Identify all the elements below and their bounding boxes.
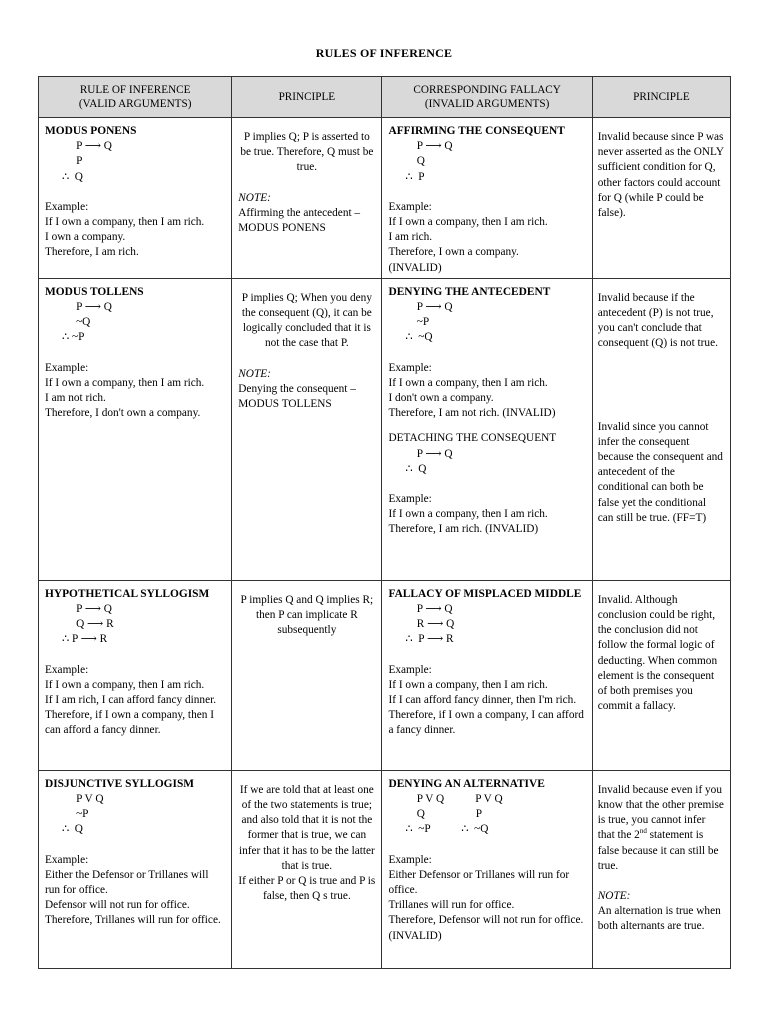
fallacy-example: Example: If I own a company, then I am rich. I don't own a company. Therefore, I am not rich. (INVALID) bbox=[388, 361, 556, 420]
fallacy-principle-text: Invalid. Although conclusion could be right, the conclusion did not follow the formal logic of deducting. When common element is the consequent of both premises you commit a fallacy. bbox=[597, 593, 718, 713]
principle-cell bbox=[232, 580, 382, 770]
rule-name: HYPOTHETICAL SYLLOGISM bbox=[45, 587, 210, 600]
fallacy-name: DENYING AN ALTERNATIVE bbox=[388, 777, 545, 790]
header-rule: RULE OF INFERENCE (VALID ARGUMENTS) bbox=[39, 77, 232, 118]
fallacy-cell bbox=[382, 770, 592, 968]
rule-example: Example: If I own a company, then I am rich. I am not rich. Therefore, I don't own a company. bbox=[45, 361, 205, 420]
principle-cell bbox=[232, 118, 382, 279]
table-row bbox=[39, 580, 731, 770]
fallacy-principle-cell bbox=[592, 580, 730, 770]
rule-form: P V Q ~P ∴ Q bbox=[61, 793, 104, 836]
fallacy-form: P ⟶ Q ~P ∴ ~Q bbox=[405, 301, 453, 344]
fallacy-form: P V Q P V Q Q P ∴ ~P ∴ ~Q bbox=[405, 793, 503, 836]
fallacy-example: Example: If I own a company, then I am rich. If I can afford fancy dinner, then I'm rich. Therefore, if I own a company, I can afford a fancy dinner. bbox=[388, 663, 584, 737]
document-title: RULES OF INFERENCE bbox=[315, 46, 453, 60]
rules-table bbox=[38, 76, 731, 969]
rule-name: MODUS TOLLENS bbox=[45, 285, 144, 298]
note-text: An alternation is true when both alternants are true. bbox=[597, 905, 721, 933]
rule-example: Example: If I own a company, then I am rich. If I am rich, I can afford fancy dinner. Therefore, if I own a company, then I can afford a fancy dinner. bbox=[45, 663, 217, 737]
fallacy-form: P ⟶ Q R ⟶ Q ∴ P ⟶ R bbox=[405, 603, 455, 646]
fallacy-cell bbox=[382, 118, 592, 279]
rule-form: P ⟶ Q P ∴ Q bbox=[61, 140, 112, 183]
fallacy-principle-cell bbox=[592, 118, 730, 279]
principle-text: P implies Q; P is asserted to be true. Therefore, Q must be true. bbox=[240, 131, 374, 174]
fallacy2-name: DETACHING THE CONSEQUENT bbox=[388, 432, 557, 445]
rule-cell bbox=[39, 580, 232, 770]
fallacy-principle-text: Invalid because if the antecedent (P) is not true, you can't conclude that consequent (Q) is not true. bbox=[597, 291, 718, 350]
table-header-row bbox=[39, 77, 731, 118]
fallacy-example: Example: If I own a company, then I am rich. I am rich. Therefore, I own a company. (INVALID) bbox=[388, 200, 548, 274]
principle-text: P implies Q and Q implies R; then P can implicate R subsequently bbox=[240, 593, 374, 637]
fallacy-principle-text: Invalid because even if you know that the other premise is true, you cannot infer that the 2nd statement is false because it can still be true. bbox=[597, 783, 724, 872]
header-fallacy: CORRESPONDING FALLACY (INVALID ARGUMENTS) bbox=[382, 77, 592, 118]
header-principle: PRINCIPLE bbox=[232, 77, 382, 118]
header-fallacy-principle: PRINCIPLE bbox=[592, 77, 730, 118]
fallacy-form: P ⟶ Q Q ∴ P bbox=[405, 140, 453, 183]
fallacy-name: AFFIRMING THE CONSEQUENT bbox=[388, 125, 565, 137]
note-label: NOTE: bbox=[238, 367, 271, 380]
principle-cell bbox=[232, 278, 382, 580]
note-text: Affirming the antecedent – MODUS PONENS bbox=[238, 206, 361, 235]
fallacy-principle-text: Invalid because since P was never asserted as the ONLY sufficient condition for Q, other factors could account for Q (while P could be false). bbox=[597, 131, 724, 220]
fallacy-principle-cell bbox=[592, 770, 730, 968]
fallacy-name: FALLACY OF MISPLACED MIDDLE bbox=[388, 587, 582, 600]
fallacy-cell bbox=[382, 580, 592, 770]
rule-example: Example: Either the Defensor or Trillanes will run for office. Defensor will not run for office. Therefore, Trillanes will run for office. bbox=[45, 853, 221, 927]
principle-cell bbox=[232, 770, 382, 968]
rule-name: MODUS PONENS bbox=[45, 125, 137, 137]
table-row bbox=[39, 770, 731, 968]
principle-text: P implies Q; When you deny the consequent (Q), it can be logically concluded that it is not the case that P. bbox=[241, 291, 372, 350]
fallacy2-form: P ⟶ Q ∴ Q bbox=[405, 447, 453, 475]
note-text: Denying the consequent – MODUS TOLLENS bbox=[238, 382, 356, 411]
rule-example: Example: If I own a company, then I am rich. I own a company. Therefore, I am rich. bbox=[45, 200, 205, 259]
rule-form: P ⟶ Q ~Q ∴ ~P bbox=[61, 301, 112, 344]
rule-form: P ⟶ Q Q ⟶ R ∴ P ⟶ R bbox=[61, 603, 114, 646]
note-label: NOTE: bbox=[238, 191, 271, 204]
rule-cell bbox=[39, 278, 232, 580]
fallacy-principle-cell bbox=[592, 278, 730, 580]
note-label: NOTE: bbox=[597, 890, 631, 903]
fallacy2-principle-text: Invalid since you cannot infer the consequent because the consequent and antecedent of the conditional can both be false yet the conditional can still be true. (FF=T) bbox=[597, 420, 723, 524]
rule-cell bbox=[39, 770, 232, 968]
table-row bbox=[39, 118, 731, 279]
fallacy-name: DENYING THE ANTECEDENT bbox=[388, 285, 551, 298]
principle-text: If we are told that at least one of the two statements is true; and also told that it is not the former that is true, we can infer that it has to be the latter that is true. If either P or Q is true and P is false, then Q s true. bbox=[238, 783, 376, 903]
rule-cell bbox=[39, 118, 232, 279]
table-row bbox=[39, 278, 731, 580]
rule-name: DISJUNCTIVE SYLLOGISM bbox=[45, 777, 195, 790]
fallacy2-example: Example: If I own a company, then I am rich. Therefore, I am rich. (INVALID) bbox=[388, 493, 548, 536]
fallacy-cell bbox=[382, 278, 592, 580]
fallacy-example: Example: Either Defensor or Trillanes will run for office. Trillanes will run for office. Therefore, Defensor will not run for office. (INVALID) bbox=[388, 853, 584, 942]
